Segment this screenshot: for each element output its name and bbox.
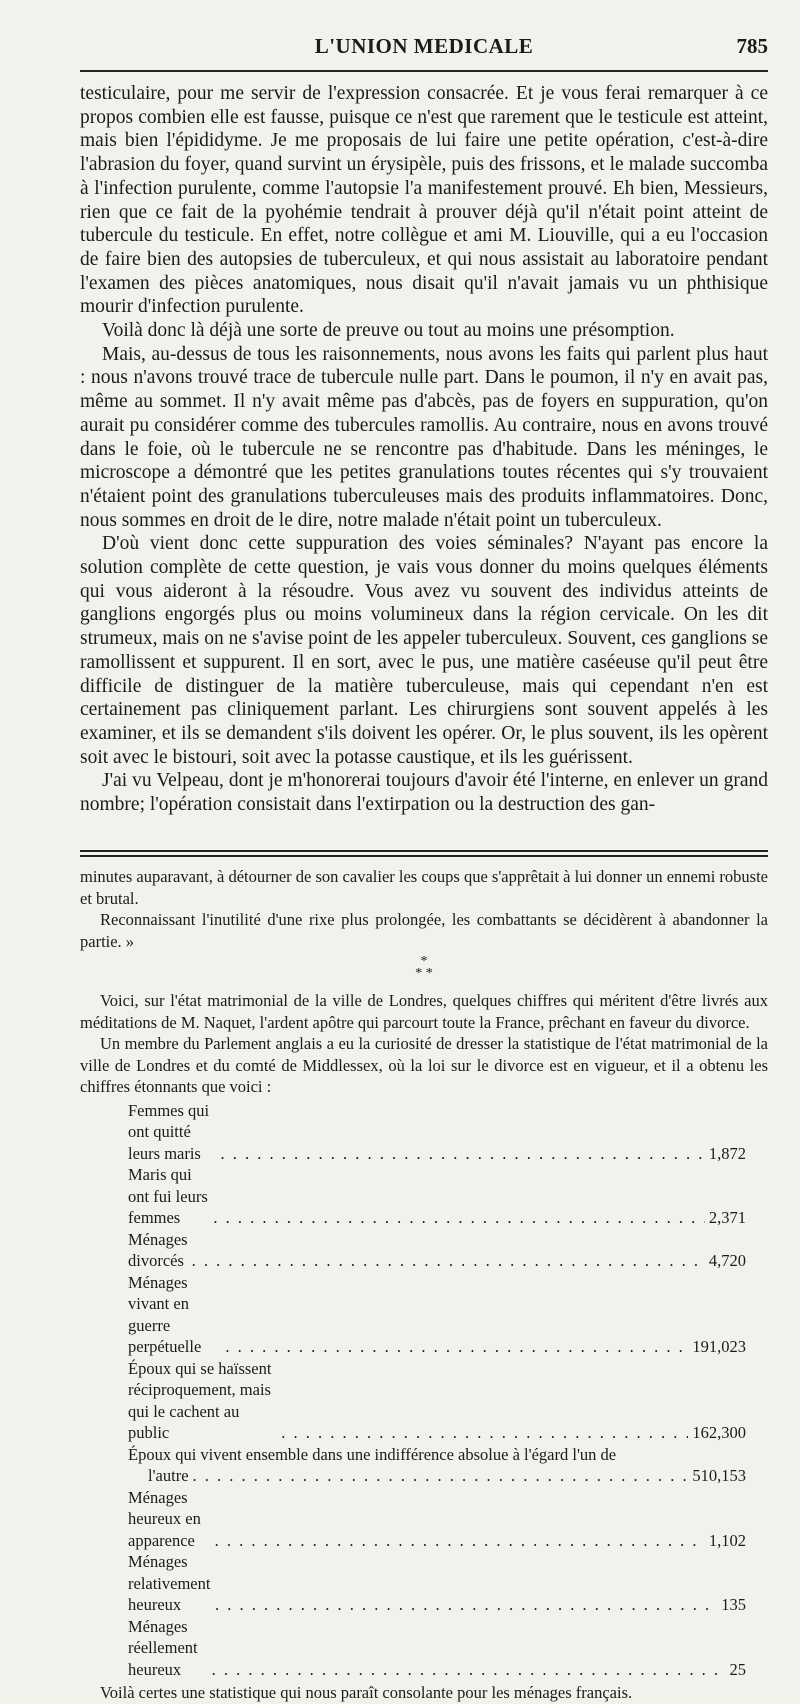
leader-dots [212, 1659, 726, 1681]
stat-label: Époux qui se haïssent réciproquement, mais qui le cachent au public [128, 1358, 272, 1442]
article-body [80, 82, 768, 817]
stat-row [128, 1272, 746, 1358]
feuilleton-paragraph: Reconnaissant l'inutilité d'une rixe plus prolongée, les combattants se décidèrent à abandonner la partie. » [80, 910, 768, 951]
leader-dots [193, 1465, 689, 1487]
stat-row [128, 1444, 746, 1487]
stat-row [128, 1487, 746, 1552]
feuilleton-separator [80, 850, 768, 857]
stat-label: Femmes qui ont quitté leurs maris [128, 1100, 210, 1163]
leader-dots [213, 1207, 704, 1229]
leader-dots [215, 1530, 705, 1552]
stat-value: 1,102 [708, 1530, 746, 1550]
stat-label: Ménages relativement heureux [128, 1552, 211, 1614]
stat-row [128, 1358, 746, 1444]
page-header [80, 34, 768, 64]
stat-value: 1,872 [708, 1143, 746, 1163]
stat-row [128, 1551, 746, 1616]
feuilleton [80, 866, 768, 1704]
stat-label-continuation-line [128, 1465, 746, 1487]
asterism-top: * [420, 954, 428, 969]
stat-value: 2,371 [708, 1208, 746, 1227]
stat-value: 135 [721, 1595, 746, 1614]
stat-row [128, 1229, 746, 1272]
stat-value: 25 [729, 1659, 746, 1679]
feuilleton-paragraph: Un membre du Parlement anglais a eu la curiosité de dresser la statistique de l'état matrimonial de la ville de Londres et du comté de Middlessex, où la loi sur le divorce est en vigueur, et il a obtenu les chiffres étonnants que voici : [80, 1034, 768, 1096]
journal-title: L'UNION MEDICALE [314, 34, 534, 58]
stat-value: 162,300 [692, 1423, 746, 1442]
body-paragraph: D'où vient donc cette suppuration des voies séminales? N'ayant pas encore la solution complète de cette question, je vais vous donner du moins quelques éléments qui vous aideront à la résoudre. Vous avez vu souvent des individus atteints de ganglions engorgés plus ou moins volumineux dans la région cervicale. On les dit strumeux, mais on ne s'avise point de les appeler tuberculeux. Souvent, ces ganglions se ramollissent et suppurent. Il en sort, avec le pus, une matière caséeuse qu'il peut être difficile de distinguer de la matière tuberculeuse, mais qui cependant n'en est certainement pas cliniquement parlant. Les chirurgiens sont souvent appelés à les examiner, et ils se demandent s'ils doivent les opérer. Or, le plus souvent, ils les opèrent soit avec le bistouri, soit avec la potasse caustique, et ils les guérissent. [80, 533, 768, 768]
stat-label: Maris qui ont fui leurs femmes [128, 1165, 208, 1227]
stat-value: 510,153 [692, 1466, 746, 1485]
stat-row [128, 1616, 746, 1681]
body-paragraph: Voilà donc là déjà une sorte de preuve ou tout au moins une présomption. [102, 320, 675, 342]
body-paragraph: testiculaire, pour me servir de l'expression consacrée. Et je vous ferai remarquer à ce propos combien elle est fausse, puisque ce n'est que rarement que le testicule est atteint, mais bien l'épididyme. Je me proposais de lui faire une petite opération, c'est-à-dire l'abrasion du foyer, quand survint un érysipèle, puis des frissons, et le malade succomba à l'infection purulente, comme l'autopsie l'a manifestement prouvé. Eh bien, Messieurs, rien que ce fait de la pyohémie tendrait à prouver déjà qu'il n'était point atteint de tubercule du testicule. En effet, notre collègue et ami M. Liouville, qui a eu l'occasion de faire bien des autopsies de tuberculeux, et qui nous assistait au laboratoire pendant l'examen des pièces anatomiques, nous disait qu'il n'avait jamais vu un phthisique mourir d'infection purulente. [80, 83, 768, 318]
stat-label: Époux qui vivent ensemble dans une indifférence absolue à l'égard l'un de [128, 1444, 617, 1464]
leader-dots [192, 1250, 705, 1272]
leader-dots [215, 1594, 717, 1616]
page-number: 785 [736, 34, 768, 58]
closing-remark: Voilà certes une statistique qui nous paraît consolante pour les ménages français. [100, 1683, 633, 1702]
leader-dots [225, 1336, 688, 1358]
stat-label-continuation: l'autre [148, 1466, 189, 1485]
asterism-bottom: * * [415, 966, 433, 981]
leader-dots [221, 1143, 705, 1165]
feuilleton-paragraph: Voici, sur l'état matrimonial de la ville de Londres, quelques chiffres qui méritent d'être livrés aux méditations de M. Naquet, l'ardent apôtre qui parcourt toute la France, prêchant en faveur du divorce. [80, 991, 768, 1032]
body-paragraph: Mais, au-dessus de tous les raisonnements, nous avons les faits qui parlent plus haut : nous n'avons trouvé trace de tubercule nulle part. Dans le poumon, il n'y en avait pas, même au sommet. Il n'y avait même pas d'abcès, pas de foyers en suppuration, qu'on aurait pu considérer comme des tubercules ramollis. Au contraire, nous en avons trouvé dans le foie, où le tubercule ne se rencontre pas d'habitude. Dans les méninges, le microscope a démontré que les petites granulations toutes récentes qui s'y trouvaient n'étaient point des granulations tuberculeuses mais des produits inflammatoires. Donc, nous sommes en droit de le dire, notre malade n'était point un tuberculeux. [80, 343, 768, 531]
body-paragraph: J'ai vu Velpeau, dont je m'honorerai toujours d'avoir été l'interne, en enlever un grand nombre; l'opération consistait dans l'extirpation ou la destruction des gan- [80, 770, 768, 816]
stat-value: 191,023 [692, 1337, 746, 1356]
feuilleton-paragraph: minutes auparavant, à détourner de son cavalier les coups que s'apprêtait à lui donner un ennemi robuste et brutal. [80, 867, 768, 908]
stat-row [128, 1100, 746, 1165]
stat-label: Ménages vivant en guerre perpétuelle [128, 1272, 202, 1356]
stat-value: 4,720 [708, 1251, 746, 1270]
statistics-table [128, 1100, 746, 1681]
header-rule [80, 70, 768, 72]
stat-label: Ménages divorcés [128, 1229, 188, 1270]
leader-dots [281, 1422, 688, 1444]
stat-label: Ménages réellement heureux [128, 1616, 198, 1679]
stat-row [128, 1164, 746, 1229]
asterism [80, 956, 768, 988]
stat-label: Ménages heureux en apparence [128, 1487, 201, 1550]
